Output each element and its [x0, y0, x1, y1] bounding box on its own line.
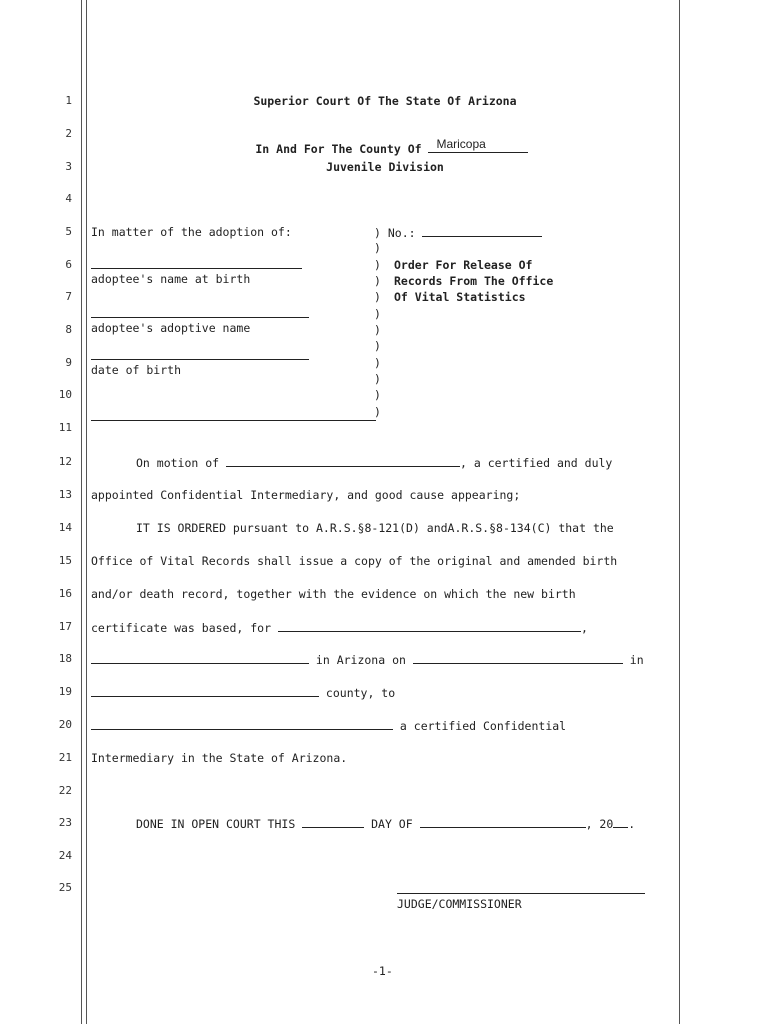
line-number: 12 [58, 455, 72, 468]
adoptive-name-field[interactable] [91, 317, 309, 318]
paren: ) [374, 405, 381, 419]
case-no-field[interactable] [422, 225, 542, 237]
birth-place-field[interactable] [91, 652, 309, 664]
signature-line[interactable] [397, 893, 645, 894]
line-number: 10 [58, 388, 72, 401]
paren: ) [374, 356, 381, 370]
done-prefix: DONE IN OPEN COURT THIS [136, 817, 303, 831]
county-to-text: county, to [319, 686, 396, 700]
line-number: 16 [58, 587, 72, 600]
line-number: 17 [58, 620, 72, 633]
line-number: 21 [58, 751, 72, 764]
motion-prefix: On motion of [136, 456, 227, 470]
county-line [90, 127, 680, 156]
page-number: -1- [372, 964, 393, 978]
ordered-line: IT IS ORDERED pursuant to A.R.S.§8-121(D) andA.R.S.§8-134(C) that the [136, 521, 614, 535]
in-text: in [622, 653, 644, 667]
county-value: Maricopa [436, 137, 486, 151]
intermediary-name-field[interactable] [91, 718, 393, 730]
motion-suffix: , a certified and duly [460, 456, 613, 470]
line-number: 22 [58, 784, 72, 797]
dob-label: date of birth [91, 363, 182, 377]
paren: ) [374, 241, 381, 255]
birth-name-field[interactable] [91, 268, 302, 269]
case-no-label: ) No.: [374, 226, 423, 240]
done-in-court-line [136, 816, 635, 831]
line-number: 25 [58, 881, 72, 894]
line-number: 2 [65, 127, 72, 140]
year-prefix: , 20 [585, 817, 614, 831]
day-field[interactable] [302, 816, 364, 828]
line-number: 11 [58, 421, 72, 434]
certificate-suffix: , [580, 621, 588, 635]
line-number: 4 [65, 192, 72, 205]
body-line-21: Intermediary in the State of Arizona. [91, 751, 348, 765]
county-to-line [91, 685, 395, 700]
paren: ) [374, 290, 381, 304]
order-title-line-3: Of Vital Statistics [394, 290, 526, 304]
paren: ) [374, 339, 381, 353]
birth-date-field[interactable] [413, 652, 623, 664]
certificate-prefix: certificate was based, for [91, 621, 278, 635]
subject-name-field[interactable] [278, 620, 581, 632]
line-number: 3 [65, 160, 72, 173]
line-number: 9 [65, 356, 72, 369]
line-number: 24 [58, 849, 72, 862]
caption-case-no [374, 225, 542, 240]
line-number: 13 [58, 488, 72, 501]
line-number: 5 [65, 225, 72, 238]
birth-name-label: adoptee's name at birth [91, 272, 251, 286]
in-arizona-on-text: in Arizona on [309, 653, 413, 667]
paren: ) [374, 274, 381, 288]
paren: ) [374, 323, 381, 337]
line-number: 15 [58, 554, 72, 567]
in-matter-label: In matter of the adoption of: [91, 225, 292, 239]
paren: ) [374, 258, 381, 272]
paren: ) [374, 307, 381, 321]
order-title-line-1: Order For Release Of [394, 258, 533, 272]
dob-field[interactable] [91, 359, 309, 360]
line-number: 8 [65, 323, 72, 336]
line-number: 14 [58, 521, 72, 534]
caption-bottom-rule [91, 420, 376, 421]
body-line-15: Office of Vital Records shall issue a copy of the original and amended birth [91, 554, 618, 568]
line-number: 18 [58, 652, 72, 665]
court-title: Superior Court Of The State Of Arizona [253, 94, 517, 108]
line-number: 6 [65, 258, 72, 271]
line-number: 19 [58, 685, 72, 698]
paren: ) [374, 372, 381, 386]
order-title-line-2: Records From The Office [394, 274, 554, 288]
left-margin-rule-outer [81, 0, 82, 1024]
motion-line [136, 455, 612, 470]
month-field[interactable] [420, 816, 586, 828]
county-field[interactable] [428, 137, 528, 153]
movant-name-field[interactable] [226, 455, 460, 467]
day-of-text: DAY OF [364, 817, 420, 831]
paren: ) [374, 388, 381, 402]
birth-county-field[interactable] [91, 685, 319, 697]
intermediary-line [91, 718, 566, 733]
year-field[interactable] [613, 816, 628, 828]
line-number: 20 [58, 718, 72, 731]
birth-place-line [91, 652, 644, 667]
line-number: 1 [65, 94, 72, 107]
body-line-16: and/or death record, together with the evidence on which the new birth [91, 587, 576, 601]
certificate-line [91, 620, 588, 635]
adoptive-name-label: adoptee's adoptive name [91, 321, 251, 335]
division-title: Juvenile Division [326, 160, 444, 174]
left-margin-rule-inner [86, 0, 87, 1024]
body-line-13: appointed Confidential Intermediary, and good cause appearing; [91, 488, 521, 502]
county-prefix: In And For The County Of [255, 142, 429, 156]
done-suffix: . [628, 817, 636, 831]
line-number: 23 [58, 816, 72, 829]
intermediary-text: a certified Confidential [393, 719, 567, 733]
judge-label: JUDGE/COMMISSIONER [397, 897, 522, 911]
line-number: 7 [65, 290, 72, 303]
